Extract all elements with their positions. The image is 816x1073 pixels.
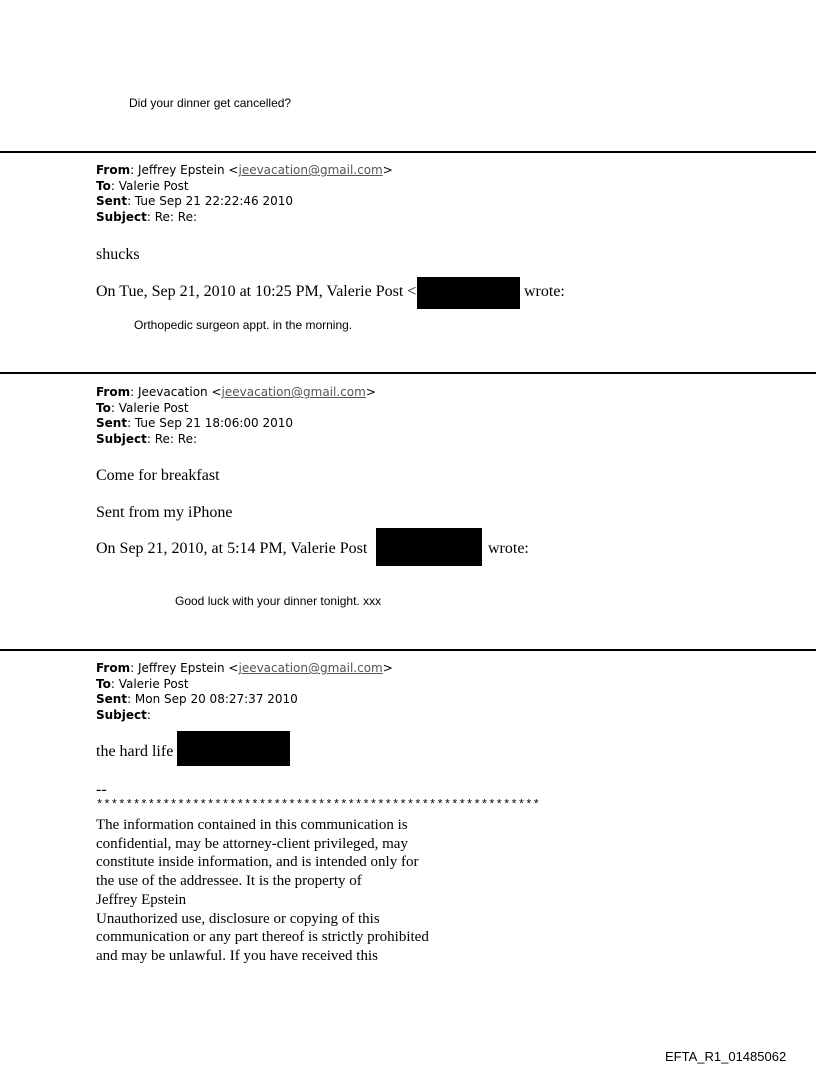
from-line: From: Jeevacation <jeevacation@gmail.com>	[96, 385, 376, 399]
quoted-text: Good luck with your dinner tonight. xxx	[175, 594, 382, 608]
from-line: From: Jeffrey Epstein <jeevacation@gmail.com>	[96, 163, 393, 177]
quoted-text: Orthopedic surgeon appt. in the morning.	[134, 318, 353, 332]
confidentiality-disclaimer: The information contained in this communication is confidential, may be attorney-client privileged, may constitute inside information, and is intended only for the use of the addressee. It is the property of Jeffrey Epstein Unauthorized use, disclosure or copying of this communication or any part thereof is strictly prohibited and may be unlawful. If you have received this	[96, 817, 429, 964]
to-line: To: Valerie Post	[96, 178, 189, 193]
from-line: From: Jeffrey Epstein <jeevacation@gmail.com>	[96, 661, 393, 675]
redaction-box	[177, 731, 290, 766]
from-email-link[interactable]: jeevacation@gmail.com	[221, 385, 366, 399]
email-body-text: shucks	[96, 246, 140, 263]
signature-dash: --	[96, 781, 107, 798]
message-divider	[0, 151, 816, 153]
quote-intro: On Sep 21, 2010, at 5:14 PM, Valerie Post	[96, 540, 368, 557]
sent-line: Sent: Tue Sep 21 22:22:46 2010	[96, 194, 293, 208]
from-email-link[interactable]: jeevacation@gmail.com	[238, 163, 383, 177]
email-header	[96, 661, 393, 723]
document-id: EFTA_R1_01485062	[665, 1049, 787, 1064]
sent-line: Sent: Tue Sep 21 18:06:00 2010	[96, 416, 293, 430]
quote-intro: On Tue, Sep 21, 2010 at 10:25 PM, Valerie Post <	[96, 283, 417, 300]
subject-line: Subject: Re: Re:	[96, 431, 198, 446]
email-body-text: the hard life	[96, 743, 174, 760]
email-body-text: Sent from my iPhone	[96, 504, 233, 521]
message-divider	[0, 649, 816, 651]
subject-line: Subject:	[96, 707, 151, 722]
email-header	[96, 163, 393, 225]
subject-line: Subject: Re: Re:	[96, 209, 198, 224]
redaction-box	[376, 528, 482, 566]
signature-stars: ************************************************************	[96, 798, 541, 812]
to-line: To: Valerie Post	[96, 676, 189, 691]
quote-intro-wrote: wrote:	[524, 283, 565, 300]
top-quoted-text: Did your dinner get cancelled?	[129, 96, 292, 110]
message-divider	[0, 372, 816, 374]
from-email-link[interactable]: jeevacation@gmail.com	[238, 661, 383, 675]
email-header	[96, 385, 376, 447]
sent-line: Sent: Mon Sep 20 08:27:37 2010	[96, 692, 298, 706]
to-line: To: Valerie Post	[96, 400, 189, 415]
redaction-box	[417, 277, 520, 309]
email-body-text: Come for breakfast	[96, 467, 220, 484]
quote-intro-wrote: wrote:	[488, 540, 529, 557]
